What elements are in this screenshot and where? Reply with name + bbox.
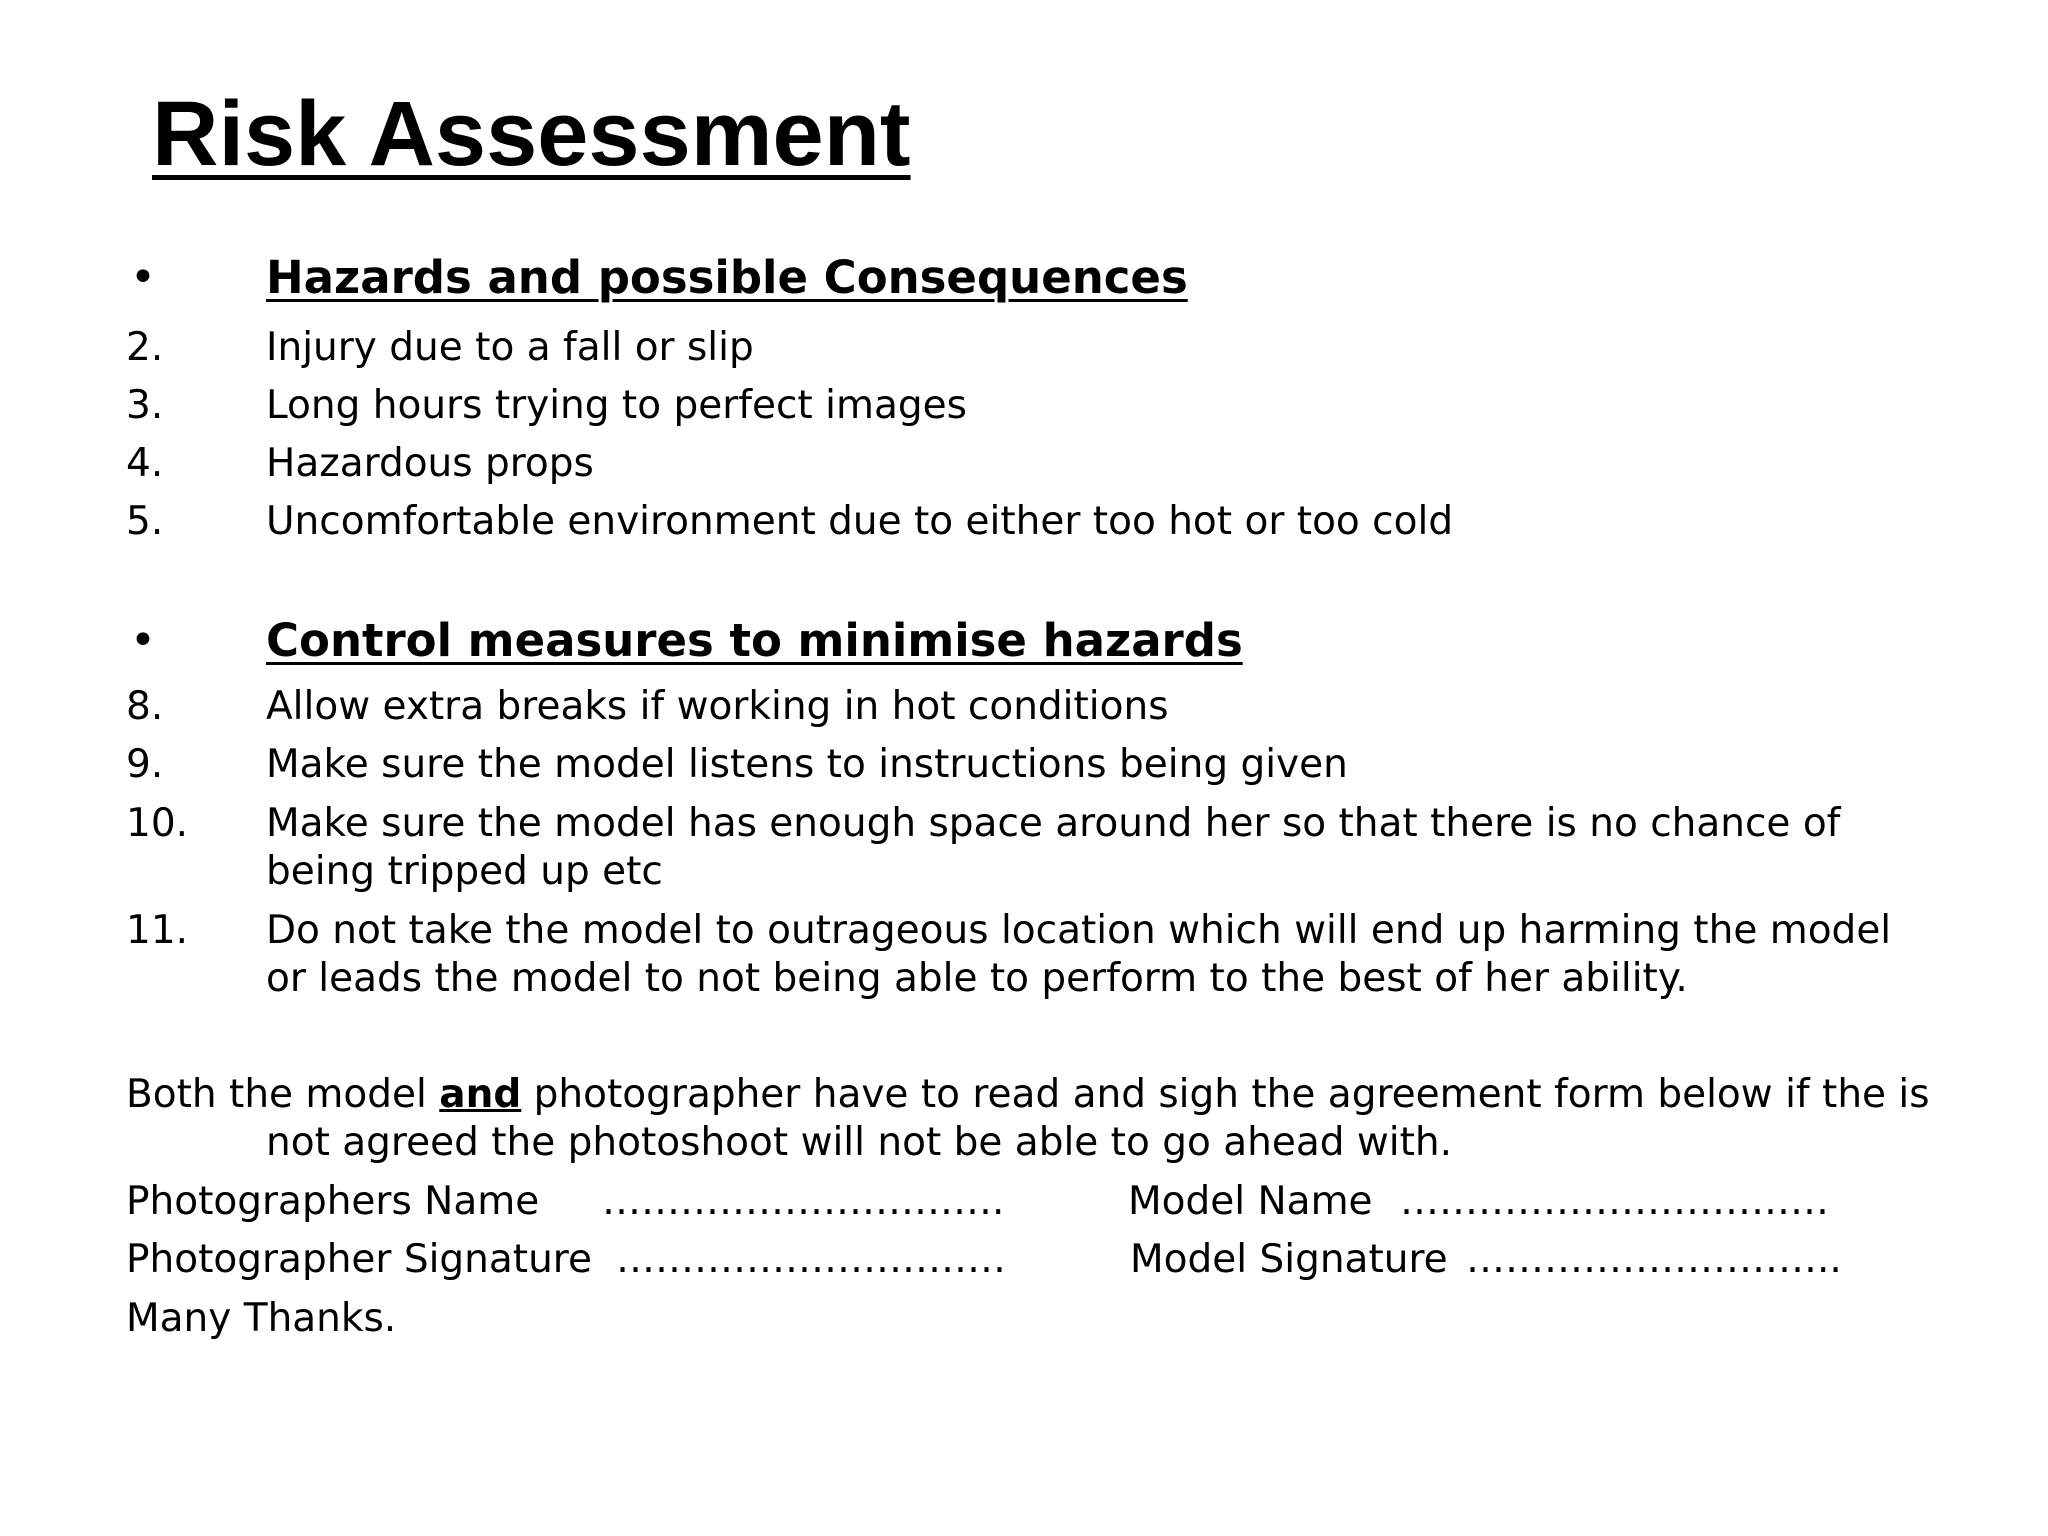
list-text: Long hours trying to perfect images — [266, 383, 967, 428]
list-text: Make sure the model listens to instructions being given — [266, 742, 1348, 787]
list-number: 8. — [126, 684, 164, 729]
bullet-icon: • — [130, 615, 156, 666]
list-text: Do not take the model to outrageous location which will end up harming the model — [266, 908, 1892, 953]
list-text: Injury due to a fall or slip — [266, 325, 754, 370]
list-text: being tripped up etc — [266, 849, 663, 894]
list-number: 11. — [126, 908, 189, 953]
bullet-icon: • — [130, 252, 156, 303]
model-signature-label: Model Signature — [1130, 1237, 1448, 1282]
list-number: 9. — [126, 742, 164, 787]
list-text: Uncomfortable environment due to either too hot or too cold — [266, 499, 1454, 544]
list-text: Hazardous props — [266, 441, 594, 486]
agreement-emphasis: and — [439, 1072, 522, 1117]
agreement-paragraph — [126, 1071, 1930, 1167]
photographer-name-label: Photographers Name — [126, 1179, 540, 1224]
list-number: 2. — [126, 325, 164, 370]
agreement-text-line2: not agreed the photoshoot will not be able to go ahead with. — [266, 1120, 1453, 1165]
page-title: Risk Assessment — [152, 83, 911, 185]
controls-heading: Control measures to minimise hazards — [266, 614, 1243, 667]
list-text: Allow extra breaks if working in hot conditions — [266, 684, 1169, 729]
list-number: 10. — [126, 801, 189, 846]
model-name-blank: …………………………… — [1400, 1179, 1829, 1224]
photographer-name-blank: …………………………. — [602, 1179, 1005, 1224]
photographer-signature-label: Photographer Signature — [126, 1237, 592, 1282]
agreement-text-start: Both the model — [126, 1072, 440, 1117]
closing-text: Many Thanks. — [126, 1296, 397, 1341]
list-number: 5. — [126, 499, 164, 544]
photographer-signature-blank: ………………………… — [616, 1237, 1006, 1282]
list-text: Make sure the model has enough space around her so that there is no chance of — [266, 801, 1841, 846]
agreement-text-end: photographer have to read and sigh the agreement form below if the is — [521, 1072, 1930, 1117]
hazards-heading: Hazards and possible Consequences — [266, 251, 1188, 304]
list-number: 3. — [126, 383, 164, 428]
list-text: or leads the model to not being able to perform to the best of her ability. — [266, 956, 1688, 1001]
list-number: 4. — [126, 441, 164, 486]
model-name-label: Model Name — [1128, 1179, 1373, 1224]
model-signature-blank: ……………………….. — [1466, 1237, 1842, 1282]
